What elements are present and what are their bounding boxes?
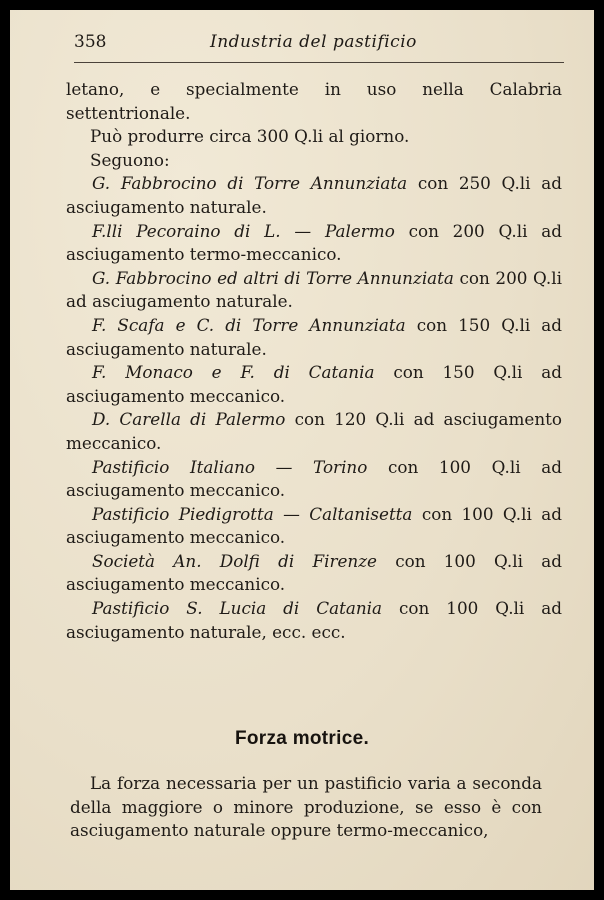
producer-entry [66,361,562,408]
producer-entry [66,220,562,267]
running-head: Industria del pastificio [210,32,417,52]
producer-entry [66,550,562,597]
book-page [10,10,594,890]
producer-entry [66,597,562,644]
producer-name: G. Fabbrocino ed altri di Torre Annunziata [92,267,454,288]
producer-entry [66,267,562,314]
producer-entry [66,172,562,219]
producer-name: Pastificio S. Lucia di Catania [92,598,383,619]
producer-detail: con 200 Q.li ad asciugamento naturale. [66,267,562,312]
producer-detail: con 200 Q.li ad asciugamento termo-meccanico. [66,220,562,265]
producer-detail: con 120 Q.li ad asciugamento meccanico. [66,409,562,453]
producer-detail: con 100 Q.li ad asciugamento meccanico. [66,456,562,501]
page-header [74,28,564,68]
producer-detail: con 250 Q.li ad asciugamento naturale. [66,173,562,217]
section-paragraph: La forza necessaria per un pastificio varia a seconda della maggiore o minore produzione, se esso è con asciugamento naturale oppure termo-meccanico, [70,773,542,841]
producer-entry [66,408,562,455]
producer-name: Pastificio Piedigrotta — Caltanisetta [92,503,413,524]
producer-detail: con 100 Q.li ad asciugamento meccanico. [66,550,562,595]
producer-entry [66,314,562,361]
continuation-paragraph: letano, e specialmente in uso nella Calabria settentrionale. [66,79,562,123]
producer-name: Società An. Dolfi di Firenze [92,550,377,571]
section-body [70,772,542,843]
producer-detail: con 100 Q.li ad asciugamento meccanico. [66,503,562,548]
producer-detail: con 150 Q.li ad asciugamento meccanico. [66,362,562,406]
capacity-paragraph: Può produrre circa 300 Q.li al giorno. [90,126,410,147]
producer-detail: con 150 Q.li ad asciugamento naturale. [66,314,562,359]
follow-paragraph: Seguono: [90,149,170,170]
producer-name: D. Carella di Palermo [92,409,286,430]
producer-entry [66,456,562,503]
producer-name: F. Monaco e F. di Catania [92,362,375,383]
producer-name: F.lli Pecoraino di L. — Palermo [92,220,395,241]
producer-name: Pastificio Italiano — Torino [92,456,368,477]
producer-name: F. Scafa e C. di Torre Annunziata [92,314,406,335]
producer-detail: con 100 Q.li ad asciugamento naturale, ecc. ecc. [66,598,562,642]
header-rule [74,62,564,63]
page-body [66,78,562,644]
page-number: 358 [74,32,107,52]
producer-name: G. Fabbrocino di Torre Annunziata [92,173,408,194]
section-title: Forza motrice. [234,728,370,749]
producer-entry [66,503,562,550]
